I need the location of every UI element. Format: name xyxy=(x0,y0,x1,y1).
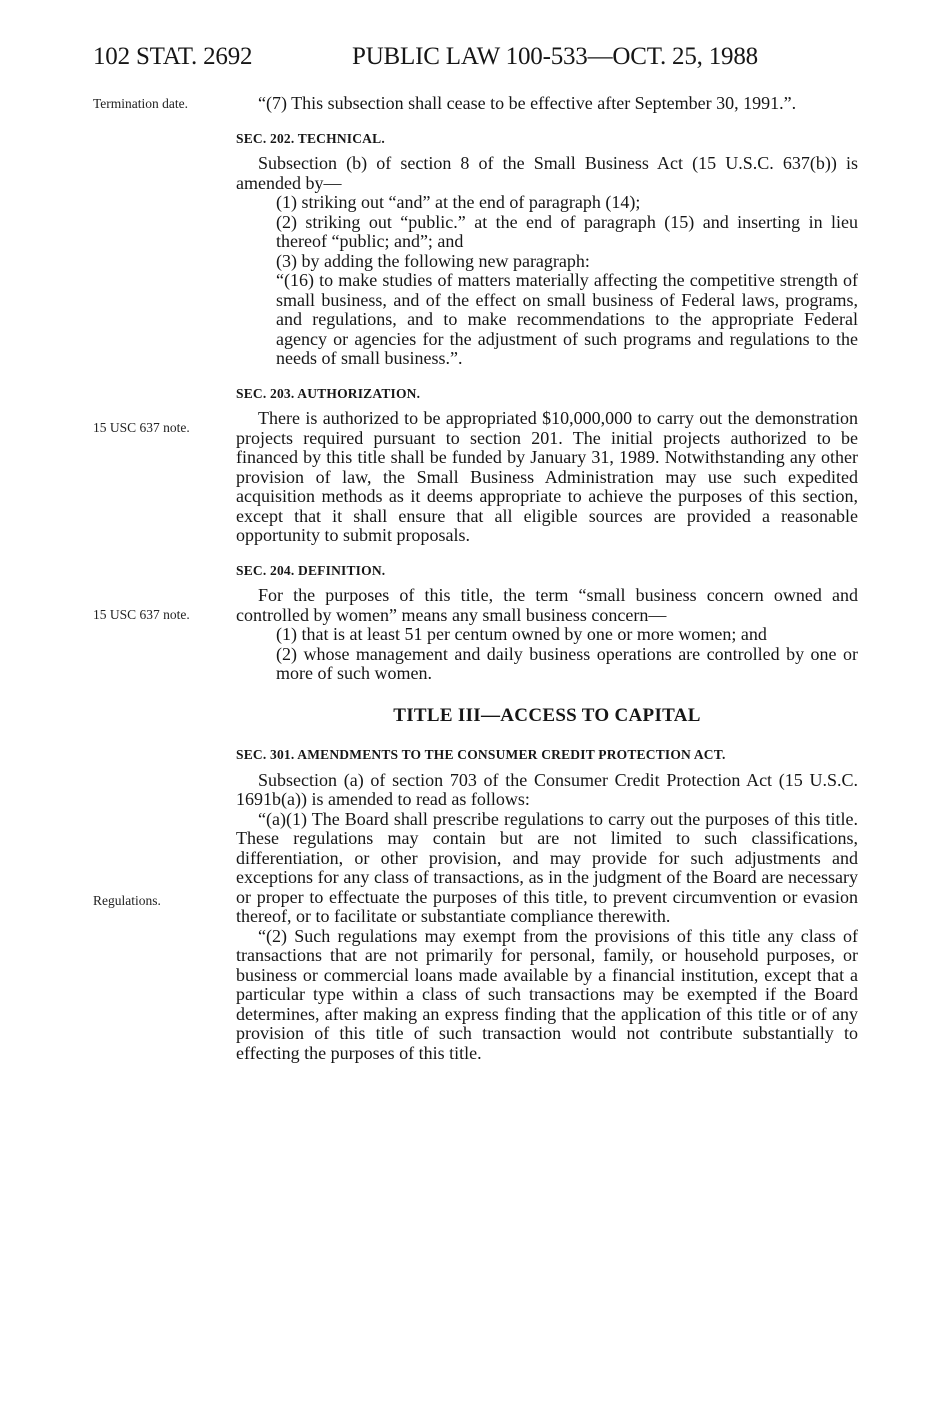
sec-202-item-2: (2) striking out “public.” at the end of paragraph (15) and inserting in lieu thereof “public; and”; and xyxy=(276,211,858,251)
sec-301-intro: Subsection (a) of section 703 of the Consumer Credit Protection Act (15 U.S.C. 1691b(a)) is amended to read as follows: xyxy=(236,769,858,809)
paragraph-7: “(7) This subsection shall cease to be effective after September 30, 1991.”. xyxy=(258,93,797,113)
sec-301-heading: SEC. 301. AMENDMENTS TO THE CONSUMER CREDIT PROTECTION ACT. xyxy=(236,747,726,762)
sec-202-intro: Subsection (b) of section 8 of the Small Business Act (15 U.S.C. 637(b)) is amended by— xyxy=(236,153,858,193)
sec-204-intro: For the purposes of this title, the term “small business concern owned and controlled by women” means any small business concern— xyxy=(236,585,858,625)
margin-note-usc-204: 15 USC 637 note. xyxy=(93,607,190,622)
title-iii-heading: TITLE III—ACCESS TO CAPITAL xyxy=(393,704,701,726)
sec-202-item-1: (1) striking out “and” at the end of paragraph (14); xyxy=(276,192,641,212)
sec-202-heading: SEC. 202. TECHNICAL. xyxy=(236,130,385,146)
sec-301-a1: “(a)(1) The Board shall prescribe regulations to carry out the purposes of this title. These regulations may contain but are not limited to such classifications, differentiation, or other provision, and may provide for such adjustments and exceptions for any class of transactions, as in the judgment of the Board are necessary or proper to effectuate the purposes of this title, to prevent circumvention or evasion thereof, or to facilitate or substantiate compliance therewith. xyxy=(236,808,858,926)
sec-202-item-16: “(16) to make studies of matters materially affecting the competitive strength of small business, and of the effect on small business of Federal laws, programs, and regulations, and to make recommendations to the appropriate Federal agency or agencies for the adjustment of such programs and regulations to the needs of small business.”. xyxy=(276,270,858,368)
margin-note-usc-203: 15 USC 637 note. xyxy=(93,420,190,435)
sec-202-item-3: (3) by adding the following new paragraph: xyxy=(276,250,590,271)
sec-204-heading: SEC. 204. DEFINITION. xyxy=(236,562,386,578)
margin-note-termination: Termination date. xyxy=(93,96,189,111)
sec-204-item-1: (1) that is at least 51 per centum owned by one or more women; and xyxy=(276,624,767,644)
stat-page-number: 102 STAT. 2692 xyxy=(93,43,253,70)
sec-204-item-2: (2) whose management and daily business operations are controlled by one or more of such women. xyxy=(276,643,858,683)
sec-203-text: There is authorized to be appropriated $10,000,000 to carry out the demonstration projects required pursuant to section 201. The initial projects authorized to be financed by this title shall be funded by January 31, 1989. Notwithstanding any other provision of law, the Small Business Administration may use such expedited acquisition methods as it deems appropriate to achieve the purposes of this section, except that it shall ensure that all eligible sources are provided a reasonable opportunity to submit proposals. xyxy=(236,408,858,545)
sec-203-heading: SEC. 203. AUTHORIZATION. xyxy=(236,385,421,401)
sec-301-a2: “(2) Such regulations may exempt from the provisions of this title any class of transactions that are not primarily for personal, family, or household purposes, or business or commercial loans made available by a financial institution, except that a particular type within a class of such transactions may be exempted if the Board determines, after making an express finding that the application of this title or of any provision of this title of such transaction would not contribute substantially to effecting the purposes of this title. xyxy=(236,925,858,1063)
public-law-header: PUBLIC LAW 100-533—OCT. 25, 1988 xyxy=(352,43,758,70)
body-text xyxy=(236,94,858,1063)
margin-note-regulations: Regulations. xyxy=(93,893,161,908)
